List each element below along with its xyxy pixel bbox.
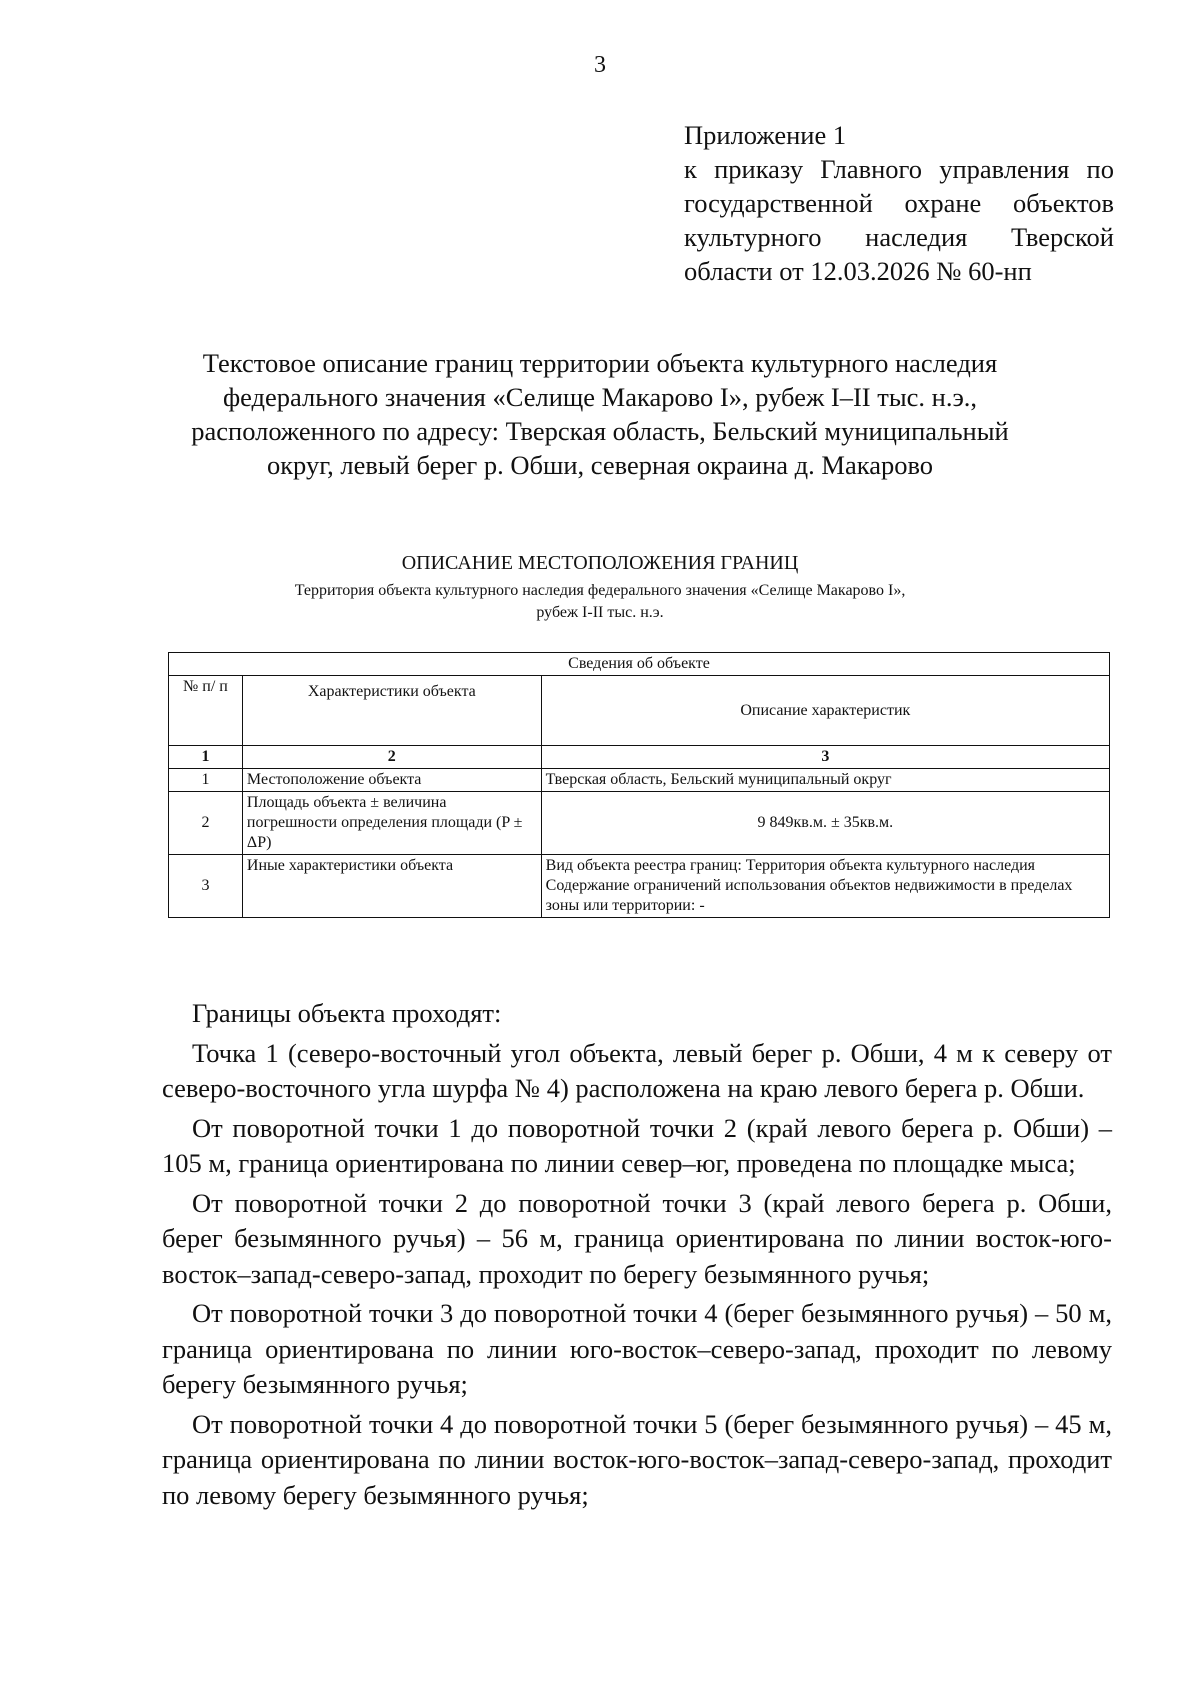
boundary-description (162, 996, 1112, 1513)
section-subtitle (200, 580, 1000, 624)
column-number: 1 (169, 746, 243, 769)
column-number: 3 (541, 746, 1109, 769)
title-line: Текстовое описание границ территории объекта культурного наследия (202, 348, 998, 378)
table-caption: Сведения об объекте (169, 653, 1110, 676)
row-name: Площадь объекта ± величина погрешности определения площади (P ± ΔP) (242, 792, 541, 855)
row-num: 1 (169, 769, 243, 792)
title-line: федерального значения «Селище Макарово I», рубеж I–II тыс. н.э., (222, 382, 978, 412)
appendix-line: культурного наследия Тверской (684, 222, 1114, 252)
header-num: № п/ п (169, 676, 243, 746)
title-line: округ, левый берег р. Обши, северная окраина д. Макарово (266, 450, 934, 480)
row-desc: 9 849кв.м. ± 35кв.м. (541, 792, 1109, 855)
appendix-line: Приложение 1 (684, 120, 847, 150)
subtitle-line: Территория объекта культурного наследия федерального значения «Селище Макарово I», (294, 582, 906, 599)
row-num: 3 (169, 855, 243, 918)
appendix-line: области от 12.03.2026 № 60-нп (684, 256, 1032, 286)
document-title (120, 346, 1080, 482)
body-intro: Границы объекта проходят: (192, 998, 502, 1028)
table-row (169, 769, 1110, 792)
body-paragraph: От поворотной точки 2 до поворотной точки 3 (край левого берега р. Обши, берег безымянного ручья) – 56 м, граница ориентирована по линии восток-юго-восток–запад-северо-запад, проходит по берегу безымянного ручья; (162, 1187, 1112, 1289)
appendix-block (684, 118, 1114, 288)
row-name: Местоположение объекта (242, 769, 541, 792)
section-title: ОПИСАНИЕ МЕСТОПОЛОЖЕНИЯ ГРАНИЦ (401, 552, 799, 574)
row-desc (541, 855, 1109, 918)
body-paragraph: От поворотной точки 1 до поворотной точки 2 (край левого берега р. Обши) – 105 м, граница ориентирована по линии север–юг, проведена по площадке мыса; (162, 1112, 1112, 1178)
body-paragraph: От поворотной точки 3 до поворотной точки 4 (берег безымянного ручья) – 50 м, граница ориентирована по линии юго-восток–северо-запад, проходит по левому берегу безымянного ручья; (162, 1298, 1112, 1399)
header-characteristics: Характеристики объекта (242, 676, 541, 746)
object-info-table (168, 652, 1110, 918)
appendix-line: к приказу Главного управления по (684, 154, 1114, 184)
page-number: 3 (594, 52, 606, 78)
row-desc-line: Содержание ограничений использования объектов недвижимости в пределах зоны или территории: - (545, 877, 1073, 914)
row-name: Иные характеристики объекта (242, 855, 541, 918)
header-description: Описание характеристик (541, 676, 1109, 746)
title-line: расположенного по адресу: Тверская область, Бельский муниципальный (191, 416, 1009, 446)
table-row (169, 792, 1110, 855)
row-num: 2 (169, 792, 243, 855)
row-desc: Тверская область, Бельский муниципальный округ (541, 769, 1109, 792)
body-paragraph: От поворотной точки 4 до поворотной точки 5 (берег безымянного ручья) – 45 м, граница ориентирована по линии восток-юго-восток–запад-северо-запад, проходит по левому берегу безымянного ручья; (162, 1408, 1112, 1510)
body-paragraph: Точка 1 (северо-восточный угол объекта, левый берег р. Обши, 4 м к северу от северо-восточного угла шурфа № 4) расположена на краю левого берега р. Обши. (162, 1037, 1112, 1103)
subtitle-line: рубеж I-II тыс. н.э. (536, 604, 664, 621)
column-number: 2 (242, 746, 541, 769)
appendix-line: государственной охране объектов (684, 188, 1114, 218)
table-row (169, 855, 1110, 918)
row-desc-line: Вид объекта реестра границ: Территория объекта культурного наследия (545, 857, 1036, 874)
